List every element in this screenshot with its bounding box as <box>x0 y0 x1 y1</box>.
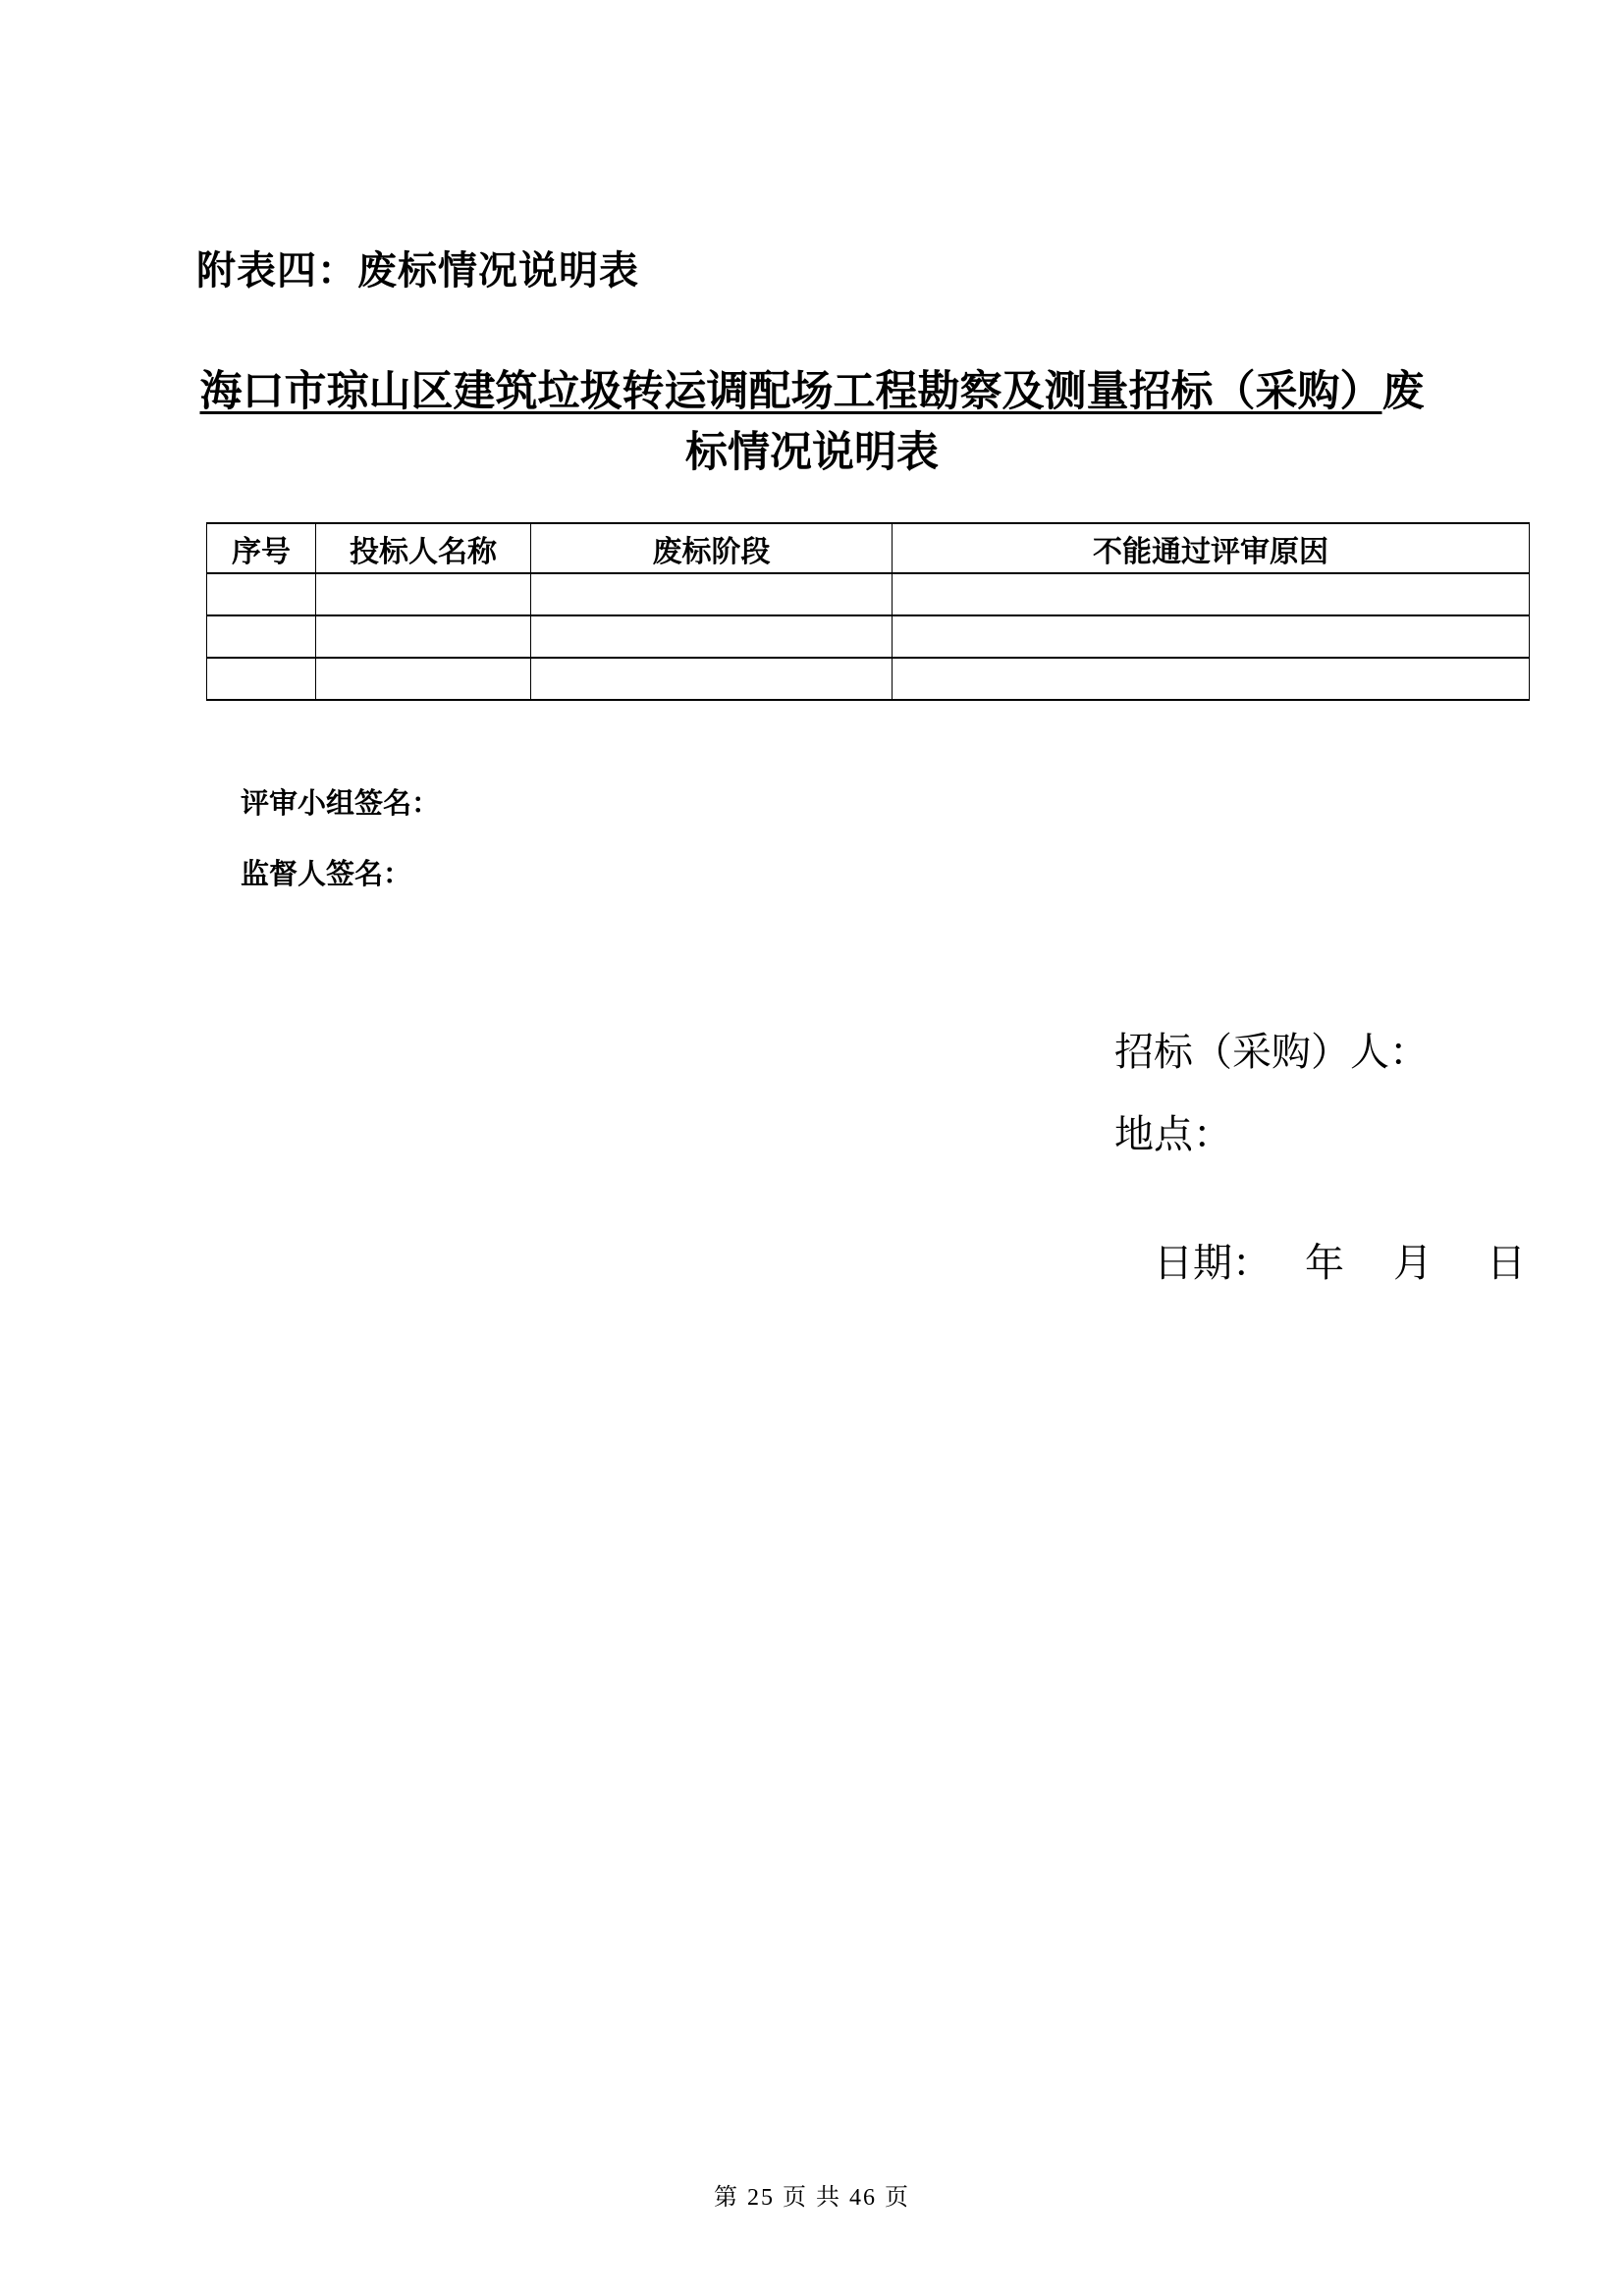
date-line <box>1114 1186 1526 1334</box>
date-label: 日期： <box>1154 1241 1272 1285</box>
column-header-rejection-stage: 废标阶段 <box>531 523 893 573</box>
table-row <box>207 573 1530 615</box>
date-year-label: 年 <box>1305 1241 1344 1285</box>
title-underlined-project-name: 海口市琼山区建筑垃圾转运调配场工程勘察及测量招标（采购） <box>199 368 1382 415</box>
document-title <box>0 361 1624 483</box>
page-number-footer: 第 25 页 共 46 页 <box>714 2185 910 2211</box>
table-cell[interactable] <box>531 658 893 700</box>
table-body <box>207 573 1530 700</box>
table-cell[interactable] <box>316 658 531 700</box>
table-cell[interactable] <box>316 615 531 658</box>
supervisor-signature-label: 监督人签名： <box>241 859 412 890</box>
column-header-serial-number: 序号 <box>207 523 316 573</box>
review-team-signature-label: 评审小组签名： <box>241 788 441 820</box>
date-month-label: 月 <box>1393 1241 1433 1285</box>
table-cell[interactable] <box>893 615 1530 658</box>
table-cell[interactable] <box>207 573 316 615</box>
date-day-label: 日 <box>1487 1241 1526 1285</box>
table-cell[interactable] <box>531 615 893 658</box>
column-header-bidder-name: 投标人名称 <box>316 523 531 573</box>
location-label: 地点： <box>1114 1112 1232 1156</box>
column-header-rejection-reason: 不能通过评审原因 <box>893 523 1530 573</box>
table-cell[interactable] <box>207 658 316 700</box>
table-row <box>207 658 1530 700</box>
document-title-line1 <box>0 361 1624 422</box>
title-line1-tail: 废 <box>1381 368 1425 415</box>
table-row <box>207 615 1530 658</box>
table-cell[interactable] <box>531 573 893 615</box>
tenderer-label: 招标（采购）人： <box>1114 1030 1429 1074</box>
document-title-line2: 标情况说明表 <box>685 429 939 476</box>
table-cell[interactable] <box>893 573 1530 615</box>
bid-rejection-table <box>206 522 1530 701</box>
table-cell[interactable] <box>207 615 316 658</box>
appendix-heading: 附表四：废标情况说明表 <box>196 249 639 293</box>
table-cell[interactable] <box>893 658 1530 700</box>
table-header-row <box>207 523 1530 573</box>
table-cell[interactable] <box>316 573 531 615</box>
